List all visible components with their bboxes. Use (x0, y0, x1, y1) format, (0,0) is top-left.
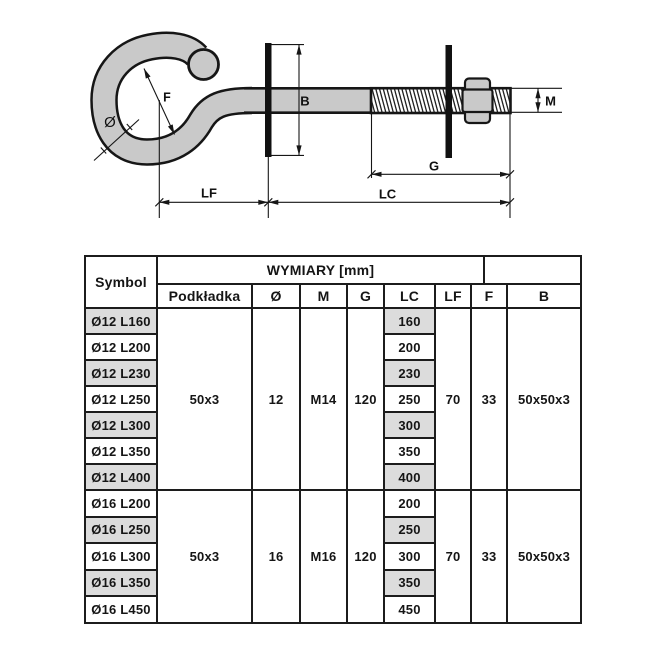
label-g: G (428, 158, 440, 174)
label-lc: LC (378, 186, 397, 202)
hook-shape (104, 45, 252, 152)
label-wire-diameter: Ø (104, 114, 116, 131)
lc-cell: 230 (385, 361, 436, 387)
symbol-cell: Ø12 L350 (86, 439, 158, 465)
podkladka-value: 50x3 (158, 491, 253, 624)
symbol-cell: Ø12 L300 (86, 413, 158, 439)
label-m: M (545, 93, 556, 109)
symbol-cell: Ø16 L250 (86, 518, 158, 545)
diameter-value: 12 (253, 309, 301, 491)
header-f: F (472, 285, 508, 309)
header-g: G (348, 285, 385, 309)
b-value: 50x50x3 (508, 491, 582, 624)
symbol-cell: Ø16 L300 (86, 544, 158, 571)
lc-cell: 350 (385, 439, 436, 465)
lf-value: 70 (436, 491, 472, 624)
lc-cell: 200 (385, 491, 436, 518)
lc-cell: 400 (385, 465, 436, 491)
b-value: 50x50x3 (508, 309, 582, 491)
lc-cell: 350 (385, 571, 436, 598)
header-podkladka: Podkładka (158, 285, 253, 309)
f-value: 33 (472, 491, 508, 624)
lc-cell: 300 (385, 413, 436, 439)
lc-cell: 250 (385, 518, 436, 545)
header-diameter: Ø (253, 285, 301, 309)
header-lc: LC (385, 285, 436, 309)
header-wymiary: WYMIARY [mm] (158, 257, 485, 285)
label-b: B (300, 93, 310, 109)
lf-value: 70 (436, 309, 472, 491)
header-spacer (485, 257, 582, 285)
symbol-cell: Ø16 L200 (86, 491, 158, 518)
symbol-cell: Ø12 L200 (86, 335, 158, 361)
podkladka-value: 50x3 (158, 309, 253, 491)
symbol-cell: Ø16 L450 (86, 597, 158, 624)
lc-cell: 300 (385, 544, 436, 571)
lc-cell: 450 (385, 597, 436, 624)
header-m: M (301, 285, 348, 309)
thread-value: M16 (301, 491, 348, 624)
header-lf: LF (436, 285, 472, 309)
dimensions-table (84, 255, 582, 624)
lc-cell: 250 (385, 387, 436, 413)
washer-left (265, 43, 272, 157)
thread-value: M14 (301, 309, 348, 491)
dim-g (368, 114, 515, 178)
header-symbol: Symbol (86, 257, 158, 309)
symbol-cell: Ø12 L400 (86, 465, 158, 491)
header-b: B (508, 285, 582, 309)
hook-bolt-drawing (0, 0, 662, 248)
hex-nut (463, 79, 493, 124)
symbol-cell: Ø16 L350 (86, 571, 158, 598)
symbol-cell: Ø12 L250 (86, 387, 158, 413)
lc-cell: 160 (385, 309, 436, 335)
washer-right (446, 45, 453, 158)
g-value: 120 (348, 309, 385, 491)
g-value: 120 (348, 491, 385, 624)
diameter-value: 16 (253, 491, 301, 624)
label-lf: LF (201, 185, 217, 201)
symbol-cell: Ø12 L160 (86, 309, 158, 335)
lc-cell: 200 (385, 335, 436, 361)
f-value: 33 (472, 309, 508, 491)
label-f: F (163, 90, 171, 105)
symbol-cell: Ø12 L230 (86, 361, 158, 387)
ball-end (189, 50, 219, 80)
